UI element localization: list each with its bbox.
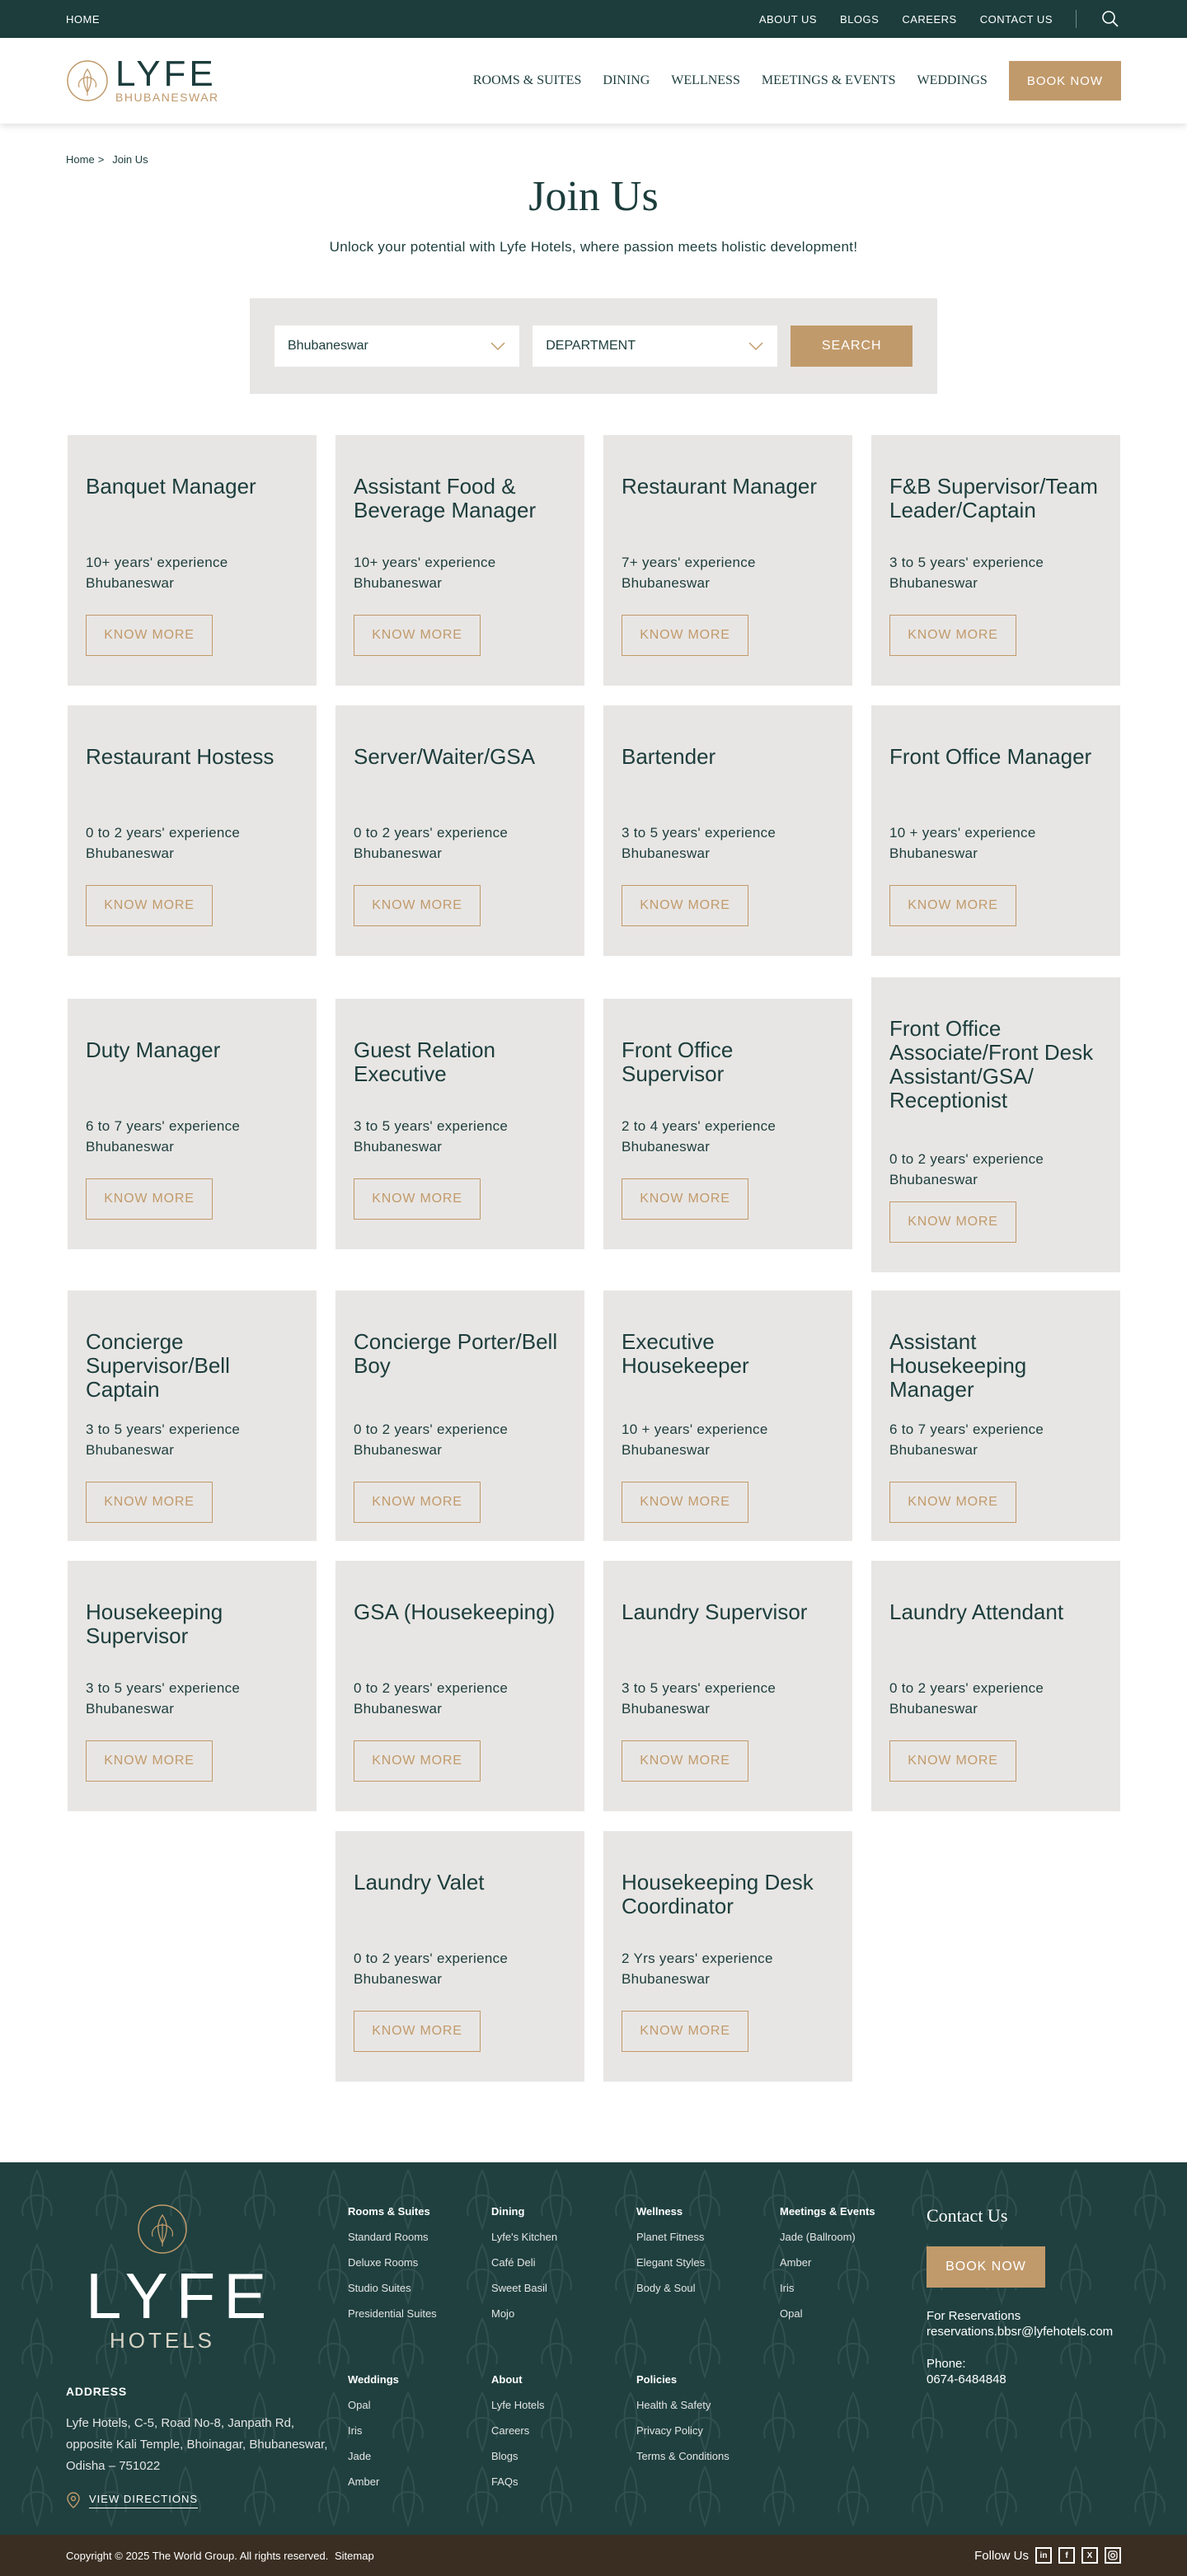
footer-contact bbox=[927, 2205, 1157, 2386]
job-title: Front Office Associate/Front Desk Assistant/GSA/ Receptionist bbox=[889, 1016, 1094, 1112]
know-more-button[interactable]: KNOW MORE bbox=[889, 615, 1016, 656]
nav-rooms-suites[interactable]: ROOMS & SUITES bbox=[472, 73, 582, 87]
job-experience: 3 to 5 years' experience bbox=[622, 825, 776, 841]
site-logo[interactable] bbox=[66, 54, 219, 104]
footer-link[interactable]: Opal bbox=[780, 2307, 803, 2320]
know-more-button[interactable]: KNOW MORE bbox=[889, 1482, 1016, 1523]
job-card bbox=[871, 435, 1120, 686]
phone-label: Phone: bbox=[927, 2357, 966, 2371]
job-meta bbox=[889, 1149, 1044, 1190]
footer-link[interactable]: Opal bbox=[348, 2399, 371, 2411]
job-meta bbox=[354, 1116, 508, 1157]
footer-column-heading: About bbox=[491, 2373, 523, 2386]
job-title: Front Office Supervisor bbox=[622, 1037, 734, 1086]
know-more-button[interactable]: KNOW MORE bbox=[622, 1178, 748, 1220]
know-more-button[interactable]: KNOW MORE bbox=[622, 615, 748, 656]
top-link-blogs[interactable]: BLOGS bbox=[840, 12, 880, 26]
breadcrumb bbox=[0, 153, 1187, 166]
footer-column bbox=[636, 2373, 730, 2462]
job-card bbox=[68, 1561, 317, 1811]
footer-link[interactable]: Standard Rooms bbox=[348, 2231, 429, 2243]
know-more-button[interactable]: KNOW MORE bbox=[889, 1201, 1016, 1243]
job-card bbox=[335, 435, 584, 686]
know-more-button[interactable]: KNOW MORE bbox=[889, 1740, 1016, 1782]
logo-location: BHUBANESWAR bbox=[115, 91, 219, 104]
job-experience: 0 to 2 years' experience bbox=[354, 825, 509, 841]
know-more-button[interactable]: KNOW MORE bbox=[354, 2011, 481, 2052]
phone-number[interactable]: 0674-6484848 bbox=[927, 2372, 1006, 2386]
know-more-button[interactable]: KNOW MORE bbox=[622, 1740, 748, 1782]
job-card bbox=[603, 1831, 852, 2082]
job-card bbox=[603, 1290, 852, 1541]
linkedin-icon[interactable]: in bbox=[1035, 2547, 1052, 2564]
job-meta bbox=[86, 552, 228, 593]
job-experience: 0 to 2 years' experience bbox=[889, 1151, 1044, 1167]
footer-column-heading: Meetings & Events bbox=[780, 2205, 875, 2218]
footer-logo-hotels: HOTELS bbox=[109, 2328, 216, 2353]
logo-emblem-icon bbox=[137, 2204, 188, 2255]
job-experience: 6 to 7 years' experience bbox=[86, 1118, 241, 1134]
footer-link[interactable]: Careers bbox=[491, 2424, 530, 2437]
job-card bbox=[68, 435, 317, 686]
job-meta bbox=[889, 1419, 1044, 1460]
job-experience: 7+ years' experience bbox=[622, 555, 756, 570]
job-title: Duty Manager bbox=[86, 1037, 221, 1062]
job-meta bbox=[354, 1948, 508, 1989]
job-location: Bhubaneswar bbox=[622, 845, 711, 861]
job-card bbox=[871, 1290, 1120, 1541]
job-title: Laundry Attendant bbox=[889, 1599, 1064, 1624]
footer-link[interactable]: Mojo bbox=[491, 2307, 515, 2320]
footer-link[interactable]: Jade bbox=[348, 2450, 372, 2462]
job-location: Bhubaneswar bbox=[86, 1139, 175, 1155]
job-title: Assistant Housekeeping Manager bbox=[889, 1329, 1027, 1402]
top-link-home[interactable]: HOME bbox=[66, 12, 100, 26]
job-location: Bhubaneswar bbox=[354, 845, 443, 861]
job-location: Bhubaneswar bbox=[889, 575, 978, 591]
job-experience: 0 to 2 years' experience bbox=[354, 1951, 509, 1966]
job-meta bbox=[354, 552, 496, 593]
job-card bbox=[871, 977, 1120, 1272]
search-icon[interactable] bbox=[1100, 8, 1121, 30]
job-meta bbox=[354, 822, 508, 864]
job-title: Concierge Supervisor/Bell Captain bbox=[86, 1329, 230, 1402]
job-meta bbox=[354, 1419, 508, 1460]
footer-column-heading: Dining bbox=[491, 2205, 525, 2218]
job-location: Bhubaneswar bbox=[622, 575, 711, 591]
top-link-careers[interactable]: CAREERS bbox=[902, 12, 957, 26]
job-meta bbox=[889, 1678, 1044, 1719]
job-card bbox=[871, 705, 1120, 956]
department-select-value: DEPARTMENT bbox=[546, 339, 636, 353]
top-links bbox=[759, 8, 1121, 30]
job-experience: 3 to 5 years' experience bbox=[889, 555, 1044, 570]
job-meta bbox=[622, 1116, 776, 1157]
chevron-down-icon bbox=[490, 341, 506, 351]
footer-column bbox=[491, 2205, 557, 2320]
footer-link[interactable]: Lyfe's Kitchen bbox=[491, 2231, 558, 2243]
job-experience: 3 to 5 years' experience bbox=[86, 1421, 241, 1437]
footer-link[interactable]: Sweet Basil bbox=[491, 2282, 547, 2294]
job-listings bbox=[0, 415, 1187, 2129]
facebook-icon[interactable]: f bbox=[1058, 2547, 1075, 2564]
footer-link[interactable]: Presidential Suites bbox=[348, 2307, 437, 2320]
know-more-button[interactable]: KNOW MORE bbox=[354, 1482, 481, 1523]
footer-link[interactable]: Amber bbox=[348, 2475, 380, 2488]
job-experience: 10 + years' experience bbox=[889, 825, 1036, 841]
job-location: Bhubaneswar bbox=[354, 1701, 443, 1717]
job-location: Bhubaneswar bbox=[354, 575, 443, 591]
job-card bbox=[335, 1290, 584, 1541]
job-experience: 10+ years' experience bbox=[86, 555, 228, 570]
job-meta bbox=[354, 1678, 508, 1719]
logo-emblem-icon bbox=[66, 59, 109, 102]
footer-link[interactable]: Elegant Styles bbox=[636, 2256, 706, 2269]
job-card bbox=[603, 435, 852, 686]
know-more-button[interactable]: KNOW MORE bbox=[354, 1740, 481, 1782]
top-link-contact[interactable]: CONTACT US bbox=[979, 12, 1053, 26]
know-more-button[interactable]: KNOW MORE bbox=[622, 1482, 748, 1523]
x-twitter-icon[interactable]: X bbox=[1081, 2547, 1098, 2564]
breadcrumb-separator: > bbox=[97, 153, 105, 166]
footer-column bbox=[491, 2373, 545, 2488]
job-location: Bhubaneswar bbox=[622, 1971, 711, 1987]
site-footer bbox=[0, 2162, 1187, 2535]
main-header bbox=[0, 38, 1187, 124]
footer-link[interactable]: Iris bbox=[348, 2424, 363, 2437]
view-directions-label: VIEW DIRECTIONS bbox=[89, 2493, 198, 2508]
location-select-value: Bhubaneswar bbox=[288, 339, 368, 353]
know-more-button[interactable]: KNOW MORE bbox=[354, 885, 481, 926]
footer-link[interactable]: Iris bbox=[780, 2282, 795, 2294]
job-title: Banquet Manager bbox=[86, 474, 256, 499]
job-title: Assistant Food & Beverage Manager bbox=[354, 474, 537, 522]
location-select[interactable] bbox=[274, 326, 519, 367]
job-location: Bhubaneswar bbox=[889, 845, 978, 861]
job-title: Server/Waiter/GSA bbox=[354, 744, 536, 769]
job-card bbox=[68, 705, 317, 956]
social-follow bbox=[974, 2547, 1121, 2564]
reservations-label: For Reservations bbox=[927, 2309, 1021, 2323]
logo-wordmark: LYFE bbox=[115, 54, 217, 94]
job-card bbox=[871, 1561, 1120, 1811]
job-location: Bhubaneswar bbox=[622, 1701, 711, 1717]
job-search-panel bbox=[250, 298, 937, 394]
top-bar bbox=[0, 0, 1187, 38]
footer-link[interactable]: Terms & Conditions bbox=[636, 2450, 730, 2462]
job-experience: 3 to 5 years' experience bbox=[622, 1680, 776, 1696]
job-card bbox=[603, 1561, 852, 1811]
top-link-about[interactable]: ABOUT US bbox=[758, 12, 818, 26]
footer-column-heading: Weddings bbox=[348, 2373, 399, 2386]
job-meta bbox=[86, 1116, 240, 1157]
copyright bbox=[66, 2550, 374, 2562]
footer-logo-word: LYFE bbox=[86, 2260, 275, 2332]
job-experience: 2 to 4 years' experience bbox=[622, 1118, 776, 1134]
job-title: Restaurant Hostess bbox=[86, 744, 274, 769]
job-location: Bhubaneswar bbox=[622, 1442, 711, 1458]
reservations-email[interactable]: reservations.bbsr@lyfehotels.com bbox=[927, 2325, 1114, 2339]
footer-link[interactable]: Blogs bbox=[491, 2450, 518, 2462]
know-more-button[interactable]: KNOW MORE bbox=[86, 615, 213, 656]
nav-weddings[interactable]: WEDDINGS bbox=[917, 73, 988, 87]
address-label: ADDRESS bbox=[66, 2385, 128, 2398]
know-more-button[interactable]: KNOW MORE bbox=[354, 615, 481, 656]
footer-logo[interactable] bbox=[86, 2204, 275, 2354]
footer-column bbox=[636, 2205, 705, 2294]
footer-column-heading: Rooms & Suites bbox=[348, 2205, 430, 2218]
job-location: Bhubaneswar bbox=[86, 845, 175, 861]
job-title: Guest Relation Executive bbox=[354, 1037, 495, 1086]
job-title: F&B Supervisor/Team Leader/Captain bbox=[889, 474, 1098, 522]
job-card bbox=[335, 999, 584, 1249]
nav-dining[interactable]: DINING bbox=[603, 73, 650, 87]
job-meta bbox=[622, 1419, 768, 1460]
footer-column-heading: Wellness bbox=[636, 2205, 683, 2218]
job-title: Laundry Supervisor bbox=[622, 1599, 808, 1624]
job-location: Bhubaneswar bbox=[889, 1172, 978, 1187]
copyright-text: Copyright © 2025 The World Group. All rights reserved. bbox=[66, 2549, 329, 2562]
job-location: Bhubaneswar bbox=[86, 1442, 175, 1458]
footer-link[interactable]: Body & Soul bbox=[636, 2282, 696, 2294]
map-pin-icon bbox=[66, 2492, 81, 2508]
job-title: Executive Housekeeper bbox=[622, 1329, 749, 1378]
know-more-button[interactable]: KNOW MORE bbox=[86, 1740, 213, 1782]
breadcrumb-home[interactable]: Home bbox=[66, 153, 95, 166]
footer-bottom-bar bbox=[0, 2535, 1187, 2576]
job-card bbox=[603, 999, 852, 1249]
top-divider bbox=[1076, 10, 1077, 28]
job-experience: 0 to 2 years' experience bbox=[354, 1680, 509, 1696]
job-title: Concierge Porter/Bell Boy bbox=[354, 1329, 558, 1378]
book-now-button[interactable]: BOOK NOW bbox=[1009, 61, 1121, 101]
know-more-button[interactable]: KNOW MORE bbox=[354, 1178, 481, 1220]
job-title: Laundry Valet bbox=[354, 1870, 485, 1895]
job-card bbox=[335, 1561, 584, 1811]
job-location: Bhubaneswar bbox=[889, 1701, 978, 1717]
job-meta bbox=[622, 1948, 773, 1989]
footer-link[interactable]: Amber bbox=[780, 2256, 812, 2269]
job-meta bbox=[86, 822, 240, 864]
job-experience: 0 to 2 years' experience bbox=[354, 1421, 509, 1437]
job-meta bbox=[889, 552, 1044, 593]
job-title: Housekeeping Desk Coordinator bbox=[622, 1870, 814, 1918]
footer-link[interactable]: Studio Suites bbox=[348, 2282, 411, 2294]
department-select[interactable] bbox=[533, 326, 777, 367]
footer-link[interactable]: Deluxe Rooms bbox=[348, 2256, 419, 2269]
job-title: GSA (Housekeeping) bbox=[354, 1599, 556, 1624]
job-experience: 10 + years' experience bbox=[622, 1421, 768, 1437]
job-experience: 3 to 5 years' experience bbox=[354, 1118, 509, 1134]
footer-column bbox=[348, 2205, 437, 2320]
address-text: Lyfe Hotels, C-5, Road No-8, Janpath Rd, opposite Kali Temple, Bhoinagar, Bhubaneswar, Odisha – 751022 bbox=[66, 2416, 328, 2473]
job-experience: 10+ years' experience bbox=[354, 555, 496, 570]
follow-label: Follow Us bbox=[974, 2548, 1029, 2563]
job-meta bbox=[622, 1678, 776, 1719]
contact-heading: Contact Us bbox=[927, 2205, 1008, 2226]
job-meta bbox=[889, 822, 1036, 864]
job-card bbox=[68, 999, 317, 1249]
sitemap-link[interactable]: Sitemap bbox=[335, 2549, 374, 2562]
job-experience: 6 to 7 years' experience bbox=[889, 1421, 1044, 1437]
job-location: Bhubaneswar bbox=[354, 1139, 443, 1155]
job-location: Bhubaneswar bbox=[889, 1442, 978, 1458]
footer-column bbox=[780, 2205, 875, 2320]
search-button[interactable]: SEARCH bbox=[791, 326, 913, 367]
footer-link[interactable]: Café Deli bbox=[491, 2256, 536, 2269]
job-title: Front Office Manager bbox=[889, 744, 1092, 769]
job-card bbox=[335, 1831, 584, 2082]
job-card bbox=[335, 705, 584, 956]
job-title: Housekeeping Supervisor bbox=[86, 1599, 223, 1648]
know-more-button[interactable]: KNOW MORE bbox=[622, 885, 748, 926]
job-card bbox=[603, 705, 852, 956]
footer-link[interactable]: Privacy Policy bbox=[636, 2424, 703, 2437]
job-location: Bhubaneswar bbox=[354, 1971, 443, 1987]
job-experience: 3 to 5 years' experience bbox=[86, 1680, 241, 1696]
page-title: Join Us bbox=[528, 173, 659, 220]
job-title: Restaurant Manager bbox=[622, 474, 818, 499]
job-meta bbox=[86, 1678, 240, 1719]
footer-link[interactable]: Health & Safety bbox=[636, 2399, 711, 2411]
know-more-button[interactable]: KNOW MORE bbox=[86, 1482, 213, 1523]
footer-book-now-button[interactable]: BOOK NOW bbox=[927, 2246, 1045, 2288]
job-location: Bhubaneswar bbox=[86, 575, 175, 591]
job-experience: 2 Yrs years' experience bbox=[622, 1951, 773, 1966]
main-nav bbox=[473, 61, 1121, 101]
nav-wellness[interactable]: WELLNESS bbox=[671, 73, 740, 87]
know-more-button[interactable]: KNOW MORE bbox=[889, 885, 1016, 926]
job-experience: 0 to 2 years' experience bbox=[86, 825, 241, 841]
job-meta bbox=[622, 822, 776, 864]
breadcrumb-current: Join Us bbox=[112, 153, 148, 166]
footer-link[interactable]: FAQs bbox=[491, 2475, 518, 2488]
footer-link[interactable]: Jade (Ballroom) bbox=[780, 2231, 856, 2243]
chevron-down-icon bbox=[748, 341, 764, 351]
job-card bbox=[68, 1290, 317, 1541]
job-location: Bhubaneswar bbox=[354, 1442, 443, 1458]
know-more-button[interactable]: KNOW MORE bbox=[622, 2011, 748, 2052]
job-meta bbox=[86, 1419, 240, 1460]
footer-link[interactable]: Lyfe Hotels bbox=[491, 2399, 545, 2411]
view-directions-link[interactable] bbox=[66, 2492, 198, 2508]
job-title: Bartender bbox=[622, 744, 716, 769]
instagram-icon[interactable] bbox=[1105, 2547, 1121, 2564]
nav-meetings-events[interactable]: MEETINGS & EVENTS bbox=[761, 73, 896, 87]
page-subtitle: Unlock your potential with Lyfe Hotels, where passion meets holistic development! bbox=[329, 239, 858, 255]
job-experience: 0 to 2 years' experience bbox=[889, 1680, 1044, 1696]
know-more-button[interactable]: KNOW MORE bbox=[86, 885, 213, 926]
footer-address bbox=[66, 2385, 330, 2477]
job-location: Bhubaneswar bbox=[622, 1139, 711, 1155]
footer-column-heading: Policies bbox=[636, 2373, 678, 2386]
footer-column bbox=[348, 2373, 399, 2488]
footer-link[interactable]: Planet Fitness bbox=[636, 2231, 705, 2243]
know-more-button[interactable]: KNOW MORE bbox=[86, 1178, 213, 1220]
job-location: Bhubaneswar bbox=[86, 1701, 175, 1717]
job-meta bbox=[622, 552, 756, 593]
